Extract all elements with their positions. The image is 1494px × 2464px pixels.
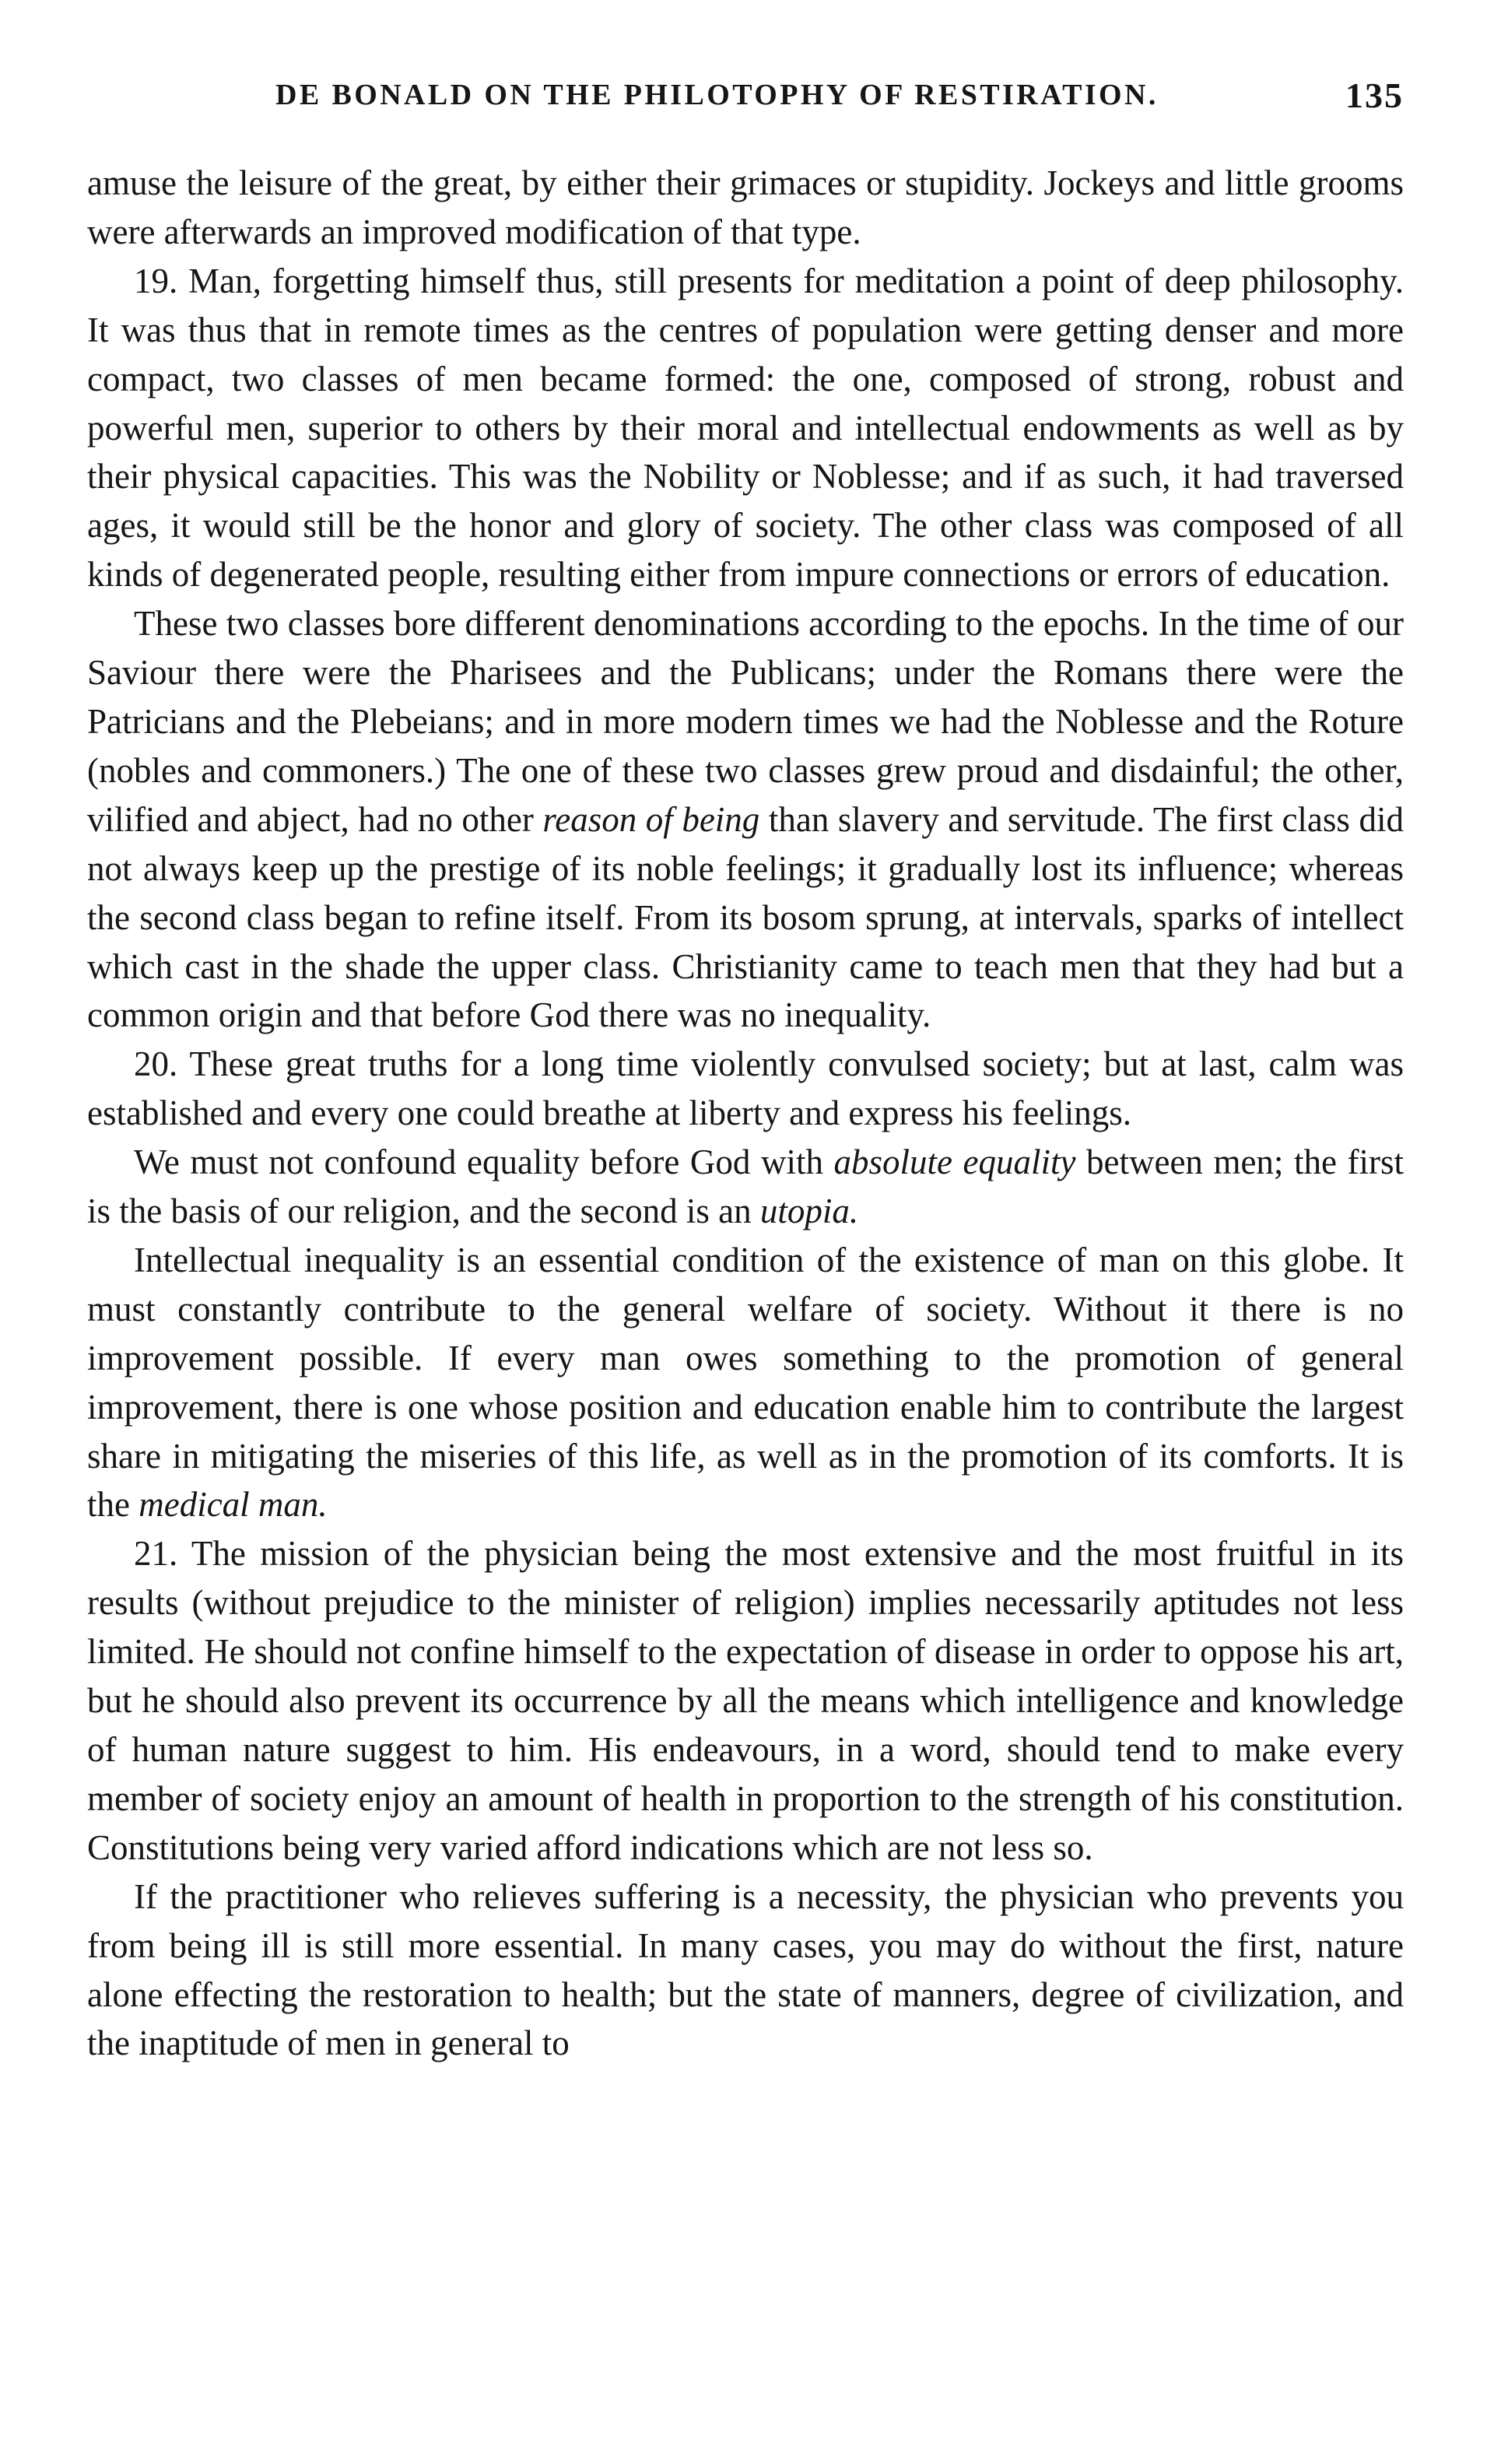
paragraph-continuation bbox=[87, 159, 1404, 257]
paragraph-20 bbox=[87, 1040, 1404, 1138]
paragraph-text: Man, forgetting himself thus, still presents for meditation a point of deep philosophy. It was thus that in remote times as the centres of population were getting denser and more compact, two classes of men became formed: the one, composed of strong, robust and powerful men, superior to others by their moral and intellectual endowments as well as by their physical capacities. This was the Nobility or Noblesse; and if as such, it had traversed ages, it would still be the honor and glory of society. The other class was composed of all kinds of degenerated people, resulting either from impure connections or errors of education. bbox=[87, 261, 1405, 595]
book-page bbox=[87, 75, 1405, 2068]
paragraph-text: amuse the leisure of the great, by either their grimaces or stupidity. Jockeys and little grooms were afterwards an improved modification of that type. bbox=[87, 163, 1404, 251]
paragraph-text: These great truths for a long time violently convulsed society; but at last, calm was established and every one could breathe at liberty and express his feelings. bbox=[87, 1044, 1404, 1133]
paragraph-21 bbox=[87, 1529, 1404, 1872]
section-number: 21. bbox=[134, 1534, 178, 1574]
section-number: 20. bbox=[134, 1044, 178, 1084]
paragraph-text: These two classes bore different denominations according to the epochs. In the time of our Saviour there were the Pharisees and the Publicans; under the Romans there were the Patricians and the Plebeians; and in more modern times we had the Noblesse and the Roture (nobles and commoners.) The one of these two classes grew proud and disdainful; the other, vilified and abject, had no other bbox=[87, 604, 1404, 839]
paragraph-19 bbox=[87, 257, 1404, 599]
paragraph-text: If the practitioner who relieves suffering is a necessity, the physician who prevents you from being ill is still more essential. In many cases, you may do without the first, nature alone effecting the restoration to health; but the state of manners, degree of civilization, and the inaptitude of men in general to bbox=[87, 1876, 1404, 2063]
paragraph-text: Intellectual inequality is an essential condition of the existence of man on this globe. It must constantly contribute to the general welfare of society. Without it there is no improvement possible. If every man owes something to the promotion of general improvement, there is one whose position and education enable him to contribute the largest share in mitigating the miseries of this life, as well as in the promotion of its comforts. It is the bbox=[87, 1240, 1404, 1525]
paragraph-inequality bbox=[87, 1236, 1404, 1529]
paragraph-text: between men; the first is the basis of our religion, and the second is an bbox=[87, 1142, 1404, 1231]
italic-phrase: utopia. bbox=[759, 1192, 859, 1231]
paragraph-practitioner bbox=[87, 1873, 1404, 2069]
italic-phrase: reason of being bbox=[542, 799, 760, 839]
section-number: 19. bbox=[134, 261, 178, 300]
running-header bbox=[87, 75, 1404, 125]
italic-phrase: absolute equality bbox=[833, 1142, 1076, 1182]
paragraph-two-classes bbox=[87, 599, 1404, 1040]
paragraph-text: The mission of the physician being the most extensive and the most fruitful in its results (without prejudice to the minister of religion) implies necessarily aptitudes not less limited. He should not confine himself to the expectation of disease in order to oppose his art, but he should also prevent its occurrence by all the means which intelligence and knowledge of human nature suggest to him. His endeavours, in a word, should tend to make every member of society enjoy an amount of health in proportion to the strength of his constitution. Constitutions being very varied afford indications which are not less so. bbox=[87, 1534, 1404, 1867]
paragraph-equality bbox=[87, 1138, 1404, 1236]
italic-phrase: medical man. bbox=[139, 1485, 328, 1525]
paragraph-text: than slavery and servitude. The first class did not always keep up the prestige of its noble feelings; it gradually lost its influence; whereas the second class began to refine itself. From its bosom sprung, at intervals, sparks of intellect which cast in the shade the upper class. Christianity came to teach men that they had but a common origin and that before God there was no inequality. bbox=[87, 799, 1404, 1035]
paragraph-text: We must not confound equality before God with bbox=[134, 1142, 834, 1182]
page-number: 135 bbox=[1345, 75, 1404, 115]
running-title: DE BONALD ON THE PHILOTOPHY OF RESTIRATION. bbox=[275, 79, 1159, 111]
